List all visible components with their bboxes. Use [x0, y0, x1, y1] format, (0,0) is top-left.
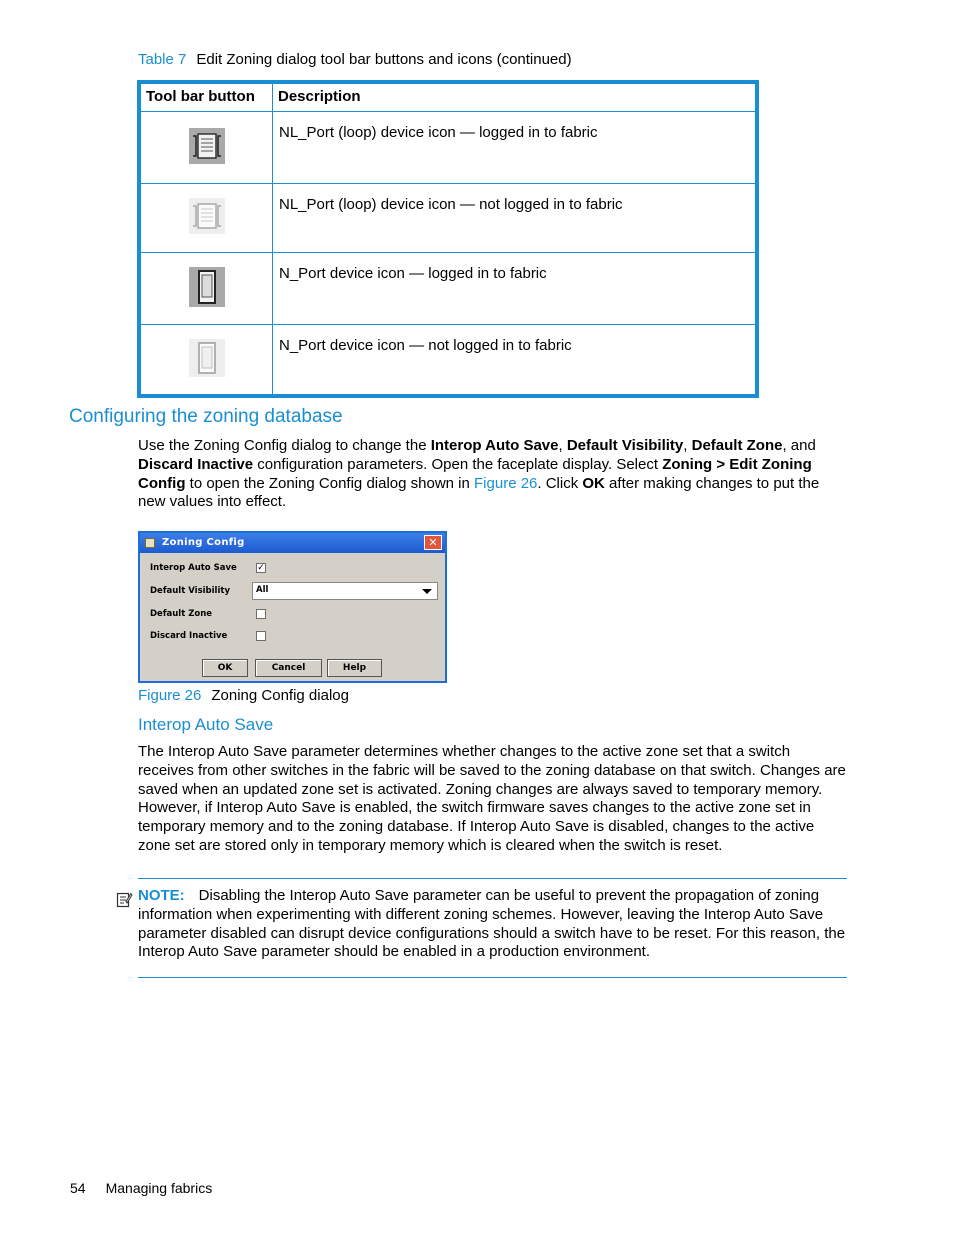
interop-auto-save-checkbox[interactable]: ✓	[257, 563, 265, 573]
window-icon	[145, 538, 155, 548]
page-footer	[70, 1180, 212, 1196]
bold-term: Default Visibility	[566, 437, 684, 454]
ok-button[interactable]: OK	[202, 659, 248, 677]
table-row	[141, 112, 756, 184]
text-run: ,	[683, 437, 692, 454]
table-cell-description: NL_Port (loop) device icon — logged in to fabric	[273, 112, 756, 184]
note-top-rule	[138, 878, 847, 879]
note-icon	[116, 891, 133, 908]
n-port-logged-in-icon	[189, 267, 225, 303]
footer-title: Managing fabrics	[105, 1180, 213, 1196]
zoning-config-dialog	[138, 531, 447, 683]
toolbar-icons-table	[137, 80, 759, 398]
table-row	[141, 184, 756, 253]
default-visibility-select[interactable]	[252, 582, 438, 600]
discard-inactive-checkbox[interactable]	[256, 631, 266, 641]
default-zone-checkbox[interactable]	[256, 609, 266, 619]
text-run: to open the Zoning Config dialog shown in	[185, 474, 475, 492]
nl-port-logged-in-icon	[189, 128, 225, 164]
table-cell-description: NL_Port (loop) device icon — not logged in to fabric	[273, 184, 756, 253]
dialog-titlebar	[140, 533, 445, 553]
body-paragraph: The Interop Auto Save parameter determines whether changes to the active zone set that a switch receives from other switches in the fabric will be saved to the zoning database on that switch. Changes are saved when an updated zone set is activated. Zoning changes are always saved to temporary memory. However, if Interop Auto Save is enabled, the switch firmware saves changes to the active zone set in temporary memory and to the zoning database. If Interop Auto Save is disabled, changes to the active zone set are stored only in temporary memory which is cleared when the switch is reset.	[138, 743, 846, 854]
note-label: NOTE:	[138, 887, 185, 904]
figure-caption	[138, 687, 349, 704]
text-run: Use the Zoning Config dialog to change the	[138, 437, 431, 454]
note-bottom-rule	[138, 977, 847, 978]
text-run: after making changes to put the new values into effect.	[138, 474, 820, 511]
table-header-description: Description	[273, 84, 756, 112]
cancel-button[interactable]: Cancel	[255, 659, 322, 677]
nl-port-not-logged-in-icon	[189, 198, 225, 234]
text-run: configuration parameters. Open the faceplate display. Select	[253, 455, 663, 473]
subsection-heading: Interop Auto Save	[138, 715, 274, 734]
table-row	[141, 325, 756, 395]
intro-paragraph	[138, 437, 848, 512]
section-heading: Configuring the zoning database	[69, 406, 343, 427]
table-header-toolbar-button: Tool bar button	[141, 84, 273, 112]
text-run: , and	[782, 437, 816, 454]
close-button[interactable]: ✕	[424, 535, 442, 550]
table-caption	[138, 51, 572, 68]
bold-term: Interop Auto Save	[430, 437, 559, 454]
chevron-down-icon	[422, 589, 432, 594]
default-visibility-label: Default Visibility	[150, 586, 230, 596]
table-cell-description: N_Port device icon — logged in to fabric	[273, 253, 756, 325]
note-paragraph	[138, 887, 848, 962]
table-row	[141, 253, 756, 325]
interop-auto-save-label: Interop Auto Save	[150, 563, 237, 573]
bold-term: Default Zone	[691, 437, 783, 454]
default-visibility-value: All	[256, 585, 269, 595]
bold-term: Discard Inactive	[138, 455, 254, 473]
table-cell-description: N_Port device icon — not logged in to fabric	[273, 325, 756, 395]
text-run: ,	[558, 437, 567, 454]
text-run: . Click	[537, 474, 583, 492]
bold-term: Zoning > Edit Zoning Config	[138, 455, 812, 492]
n-port-not-logged-in-icon	[189, 339, 225, 375]
bold-term: OK	[582, 474, 605, 492]
default-zone-label: Default Zone	[150, 609, 213, 619]
note-text: Disabling the Interop Auto Save parameter can be useful to prevent the propagation of zoning information when experimenting with different zoning schemes. However, leaving the Interop Auto Save parameter disabled can disrupt device configurations should a switch have to be reset. For this reason, the Interop Auto Save parameter should be enabled in a production environment.	[138, 887, 846, 961]
figure-link[interactable]: Figure 26	[474, 474, 538, 492]
table-caption-text: Edit Zoning dialog tool bar buttons and icons (continued)	[196, 51, 572, 68]
table-caption-label: Table 7	[138, 51, 187, 68]
page-number: 54	[70, 1180, 86, 1196]
help-button[interactable]: Help	[327, 659, 382, 677]
dialog-title: Zoning Config	[162, 537, 245, 548]
discard-inactive-label: Discard Inactive	[150, 631, 228, 641]
figure-caption-label: Figure 26	[138, 687, 202, 704]
figure-caption-text: Zoning Config dialog	[211, 687, 349, 704]
